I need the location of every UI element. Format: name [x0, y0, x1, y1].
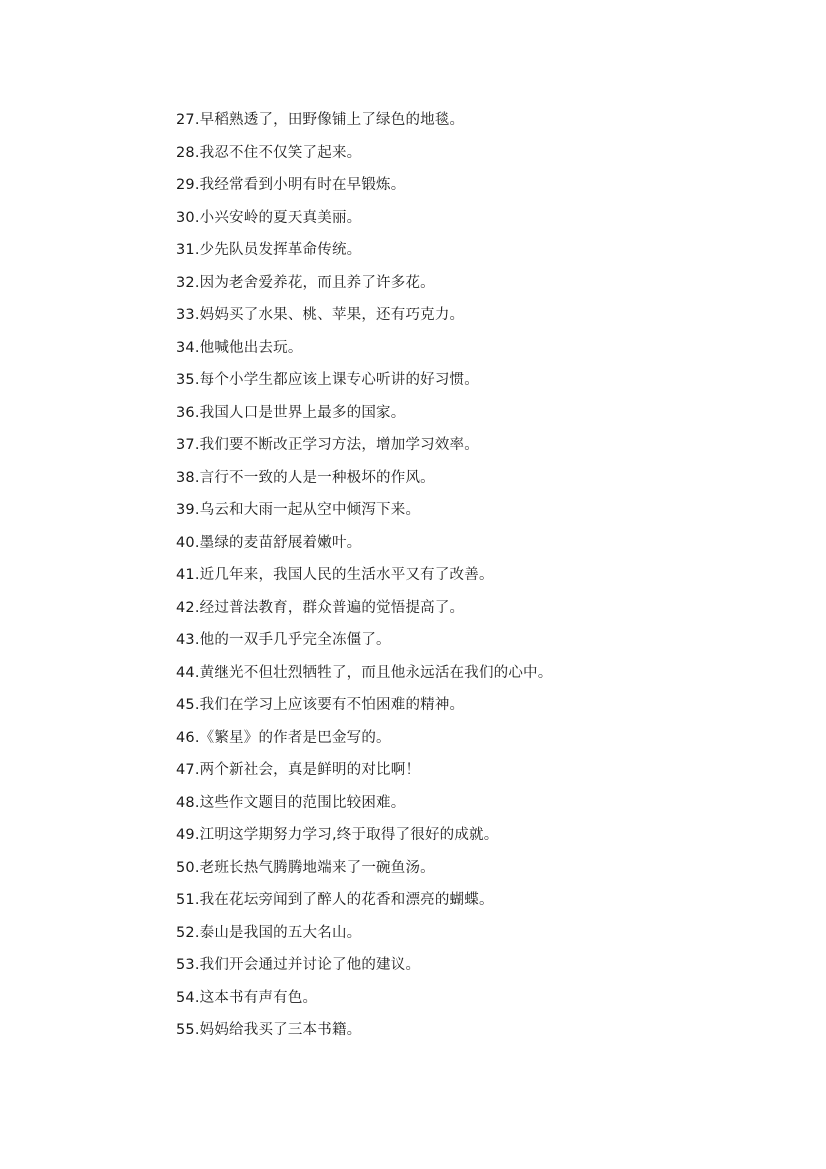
list-item: 42.经过普法教育，群众普遍的觉悟提高了。	[176, 599, 465, 616]
list-item: 29.我经常看到小明有时在早锻炼。	[176, 177, 406, 193]
list-item: 32.因为老舍爱养花，而且养了许多花。	[176, 274, 435, 291]
list-item: 46.《繁星》的作者是巴金写的。	[176, 729, 391, 746]
list-item: 27.早稻熟透了，田野像铺上了绿色的地毯。	[176, 112, 465, 128]
list-item: 40.墨绿的麦苗舒展着嫩叶。	[176, 534, 362, 551]
list-item: 44.黄继光不但壮烈牺牲了，而且他永远活在我们的心中。	[176, 664, 553, 681]
list-item: 48.这些作文题目的范围比较困难。	[176, 794, 406, 811]
list-item: 47.两个新社会，真是鲜明的对比啊！	[176, 762, 421, 778]
list-item: 34.他喊他出去玩。	[176, 339, 303, 356]
list-item: 38.言行不一致的人是一种极坏的作风。	[176, 469, 435, 486]
list-item: 53.我们开会通过并讨论了他的建议。	[176, 957, 421, 973]
list-item: 36.我国人口是世界上最多的国家。	[176, 404, 406, 421]
list-item: 33.妈妈买了水果、桃、苹果，还有巧克力。	[176, 307, 465, 323]
list-item: 52.泰山是我国的五大名山。	[176, 924, 362, 941]
sentence-list	[176, 104, 796, 1047]
list-item: 43.他的一双手几乎完全冻僵了。	[176, 632, 391, 648]
list-item: 41.近几年来，我国人民的生活水平又有了改善。	[176, 567, 494, 583]
list-item: 55.妈妈给我买了三本书籍。	[176, 1022, 362, 1038]
list-item: 30.小兴安岭的夏天真美丽。	[176, 209, 362, 226]
list-item: 51.我在花坛旁闻到了醉人的花香和漂亮的蝴蝶。	[176, 892, 494, 908]
list-item: 39.乌云和大雨一起从空中倾泻下来。	[176, 502, 421, 518]
list-item: 35.每个小学生都应该上课专心听讲的好习惯。	[176, 372, 479, 388]
list-item: 28.我忍不住不仅笑了起来。	[176, 144, 362, 161]
list-item: 54.这本书有声有色。	[176, 989, 318, 1006]
list-item: 50.老班长热气腾腾地端来了一碗鱼汤。	[176, 859, 435, 876]
list-item: 37.我们要不断改正学习方法，增加学习效率。	[176, 437, 479, 453]
list-item: 31.少先队员发挥革命传统。	[176, 242, 362, 258]
list-item: 45.我们在学习上应该要有不怕困难的精神。	[176, 697, 465, 713]
list-item: 49.江明这学期努力学习,终于取得了很好的成就。	[176, 827, 499, 843]
